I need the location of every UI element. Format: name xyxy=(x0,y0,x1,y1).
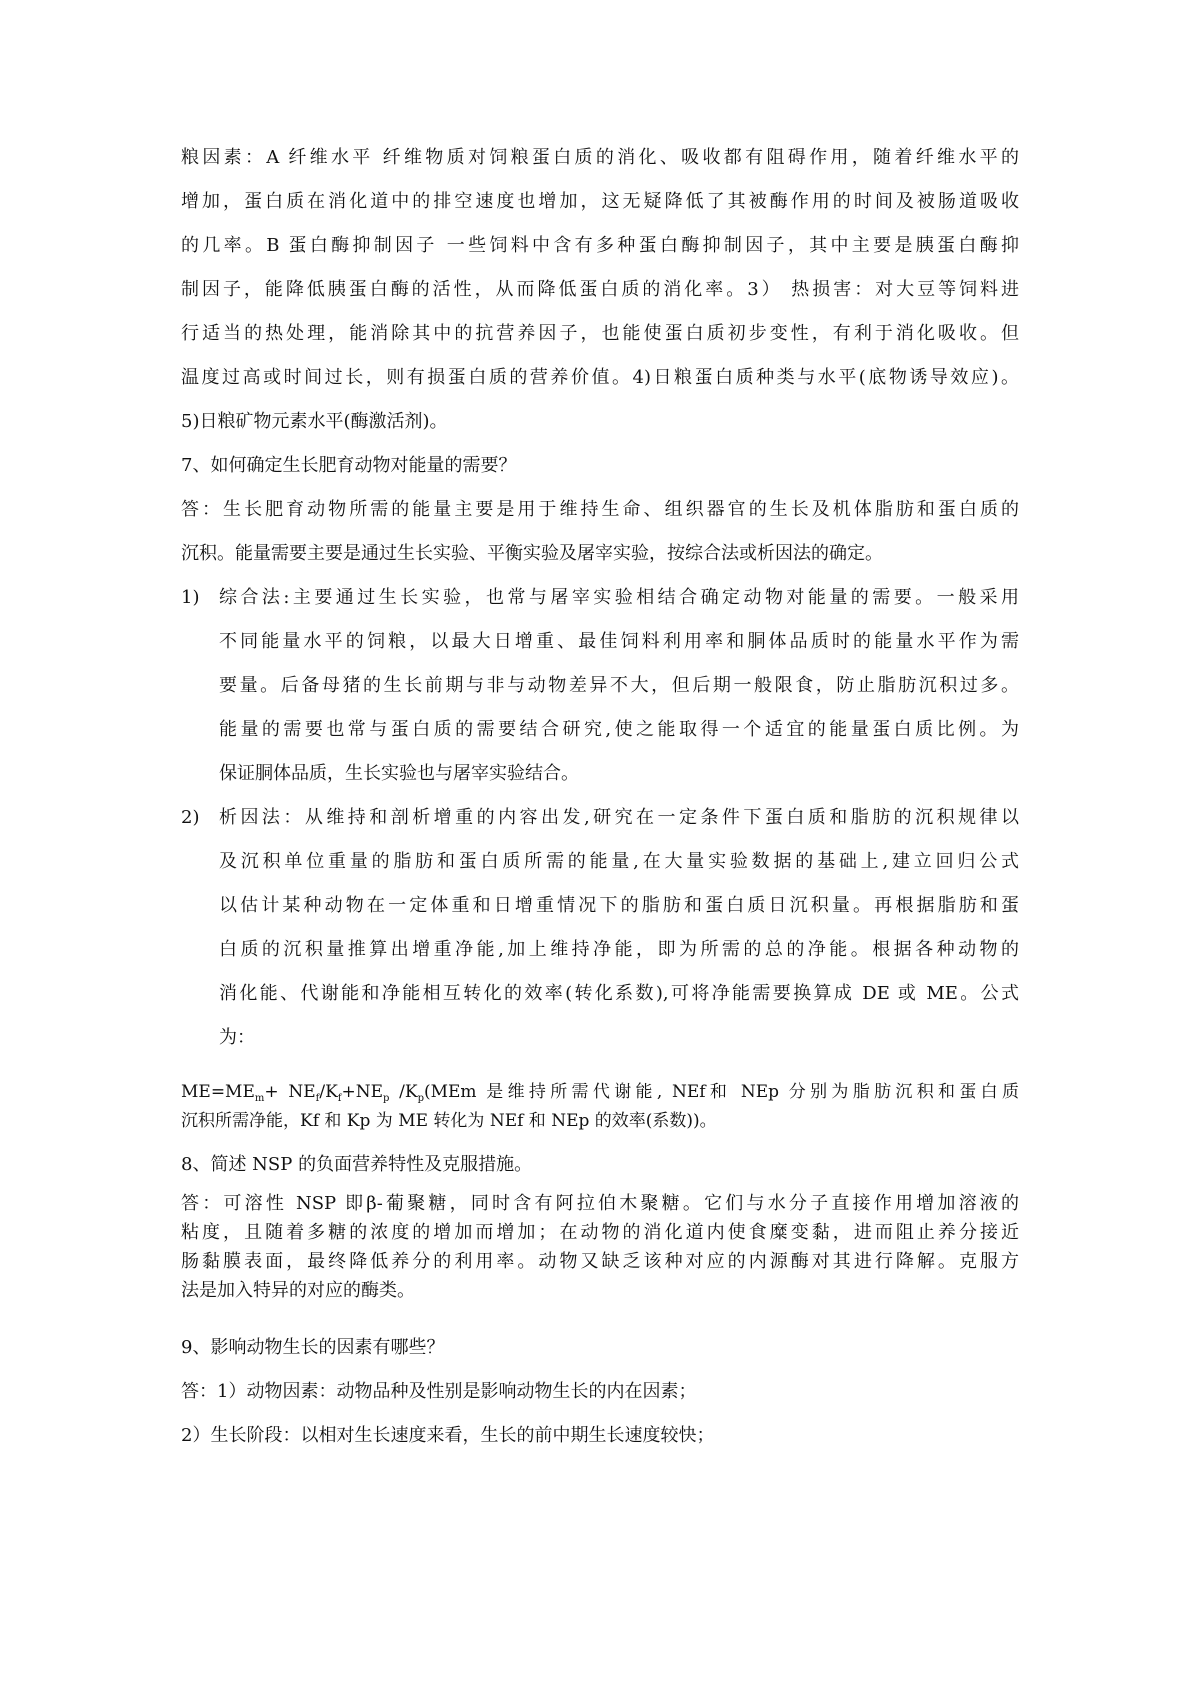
text-line: 粮因素：A 纤维水平 纤维物质对饲粮蛋白质的消化、吸收都有阻碍作用，随着纤维水平的 xyxy=(181,147,1019,168)
text-line: 综合法:主要通过生长实验，也常与屠宰实验相结合确定动物对能量的需要。一般采用 xyxy=(219,587,1019,608)
answer-line: 答：1）动物因素：动物品种及性别是影响动物生长的内在因素； xyxy=(181,1381,697,1402)
answer-line: 答：可溶性 NSP 即β-葡聚糖，同时含有阿拉伯木聚糖。它们与水分子直接作用增加溶液的 xyxy=(181,1193,1019,1214)
formula-explanation-line: 沉积所需净能，Kf 和 Kp 为 ME 转化为 NEf 和 NEp 的效率(系数))。 xyxy=(181,1111,717,1131)
answer-line: 答：生长肥育动物所需的能量主要是用于维持生命、组织器官的生长及机体脂肪和蛋白质的 xyxy=(181,499,1019,520)
answer-line: 法是加入特异的对应的酶类。 xyxy=(181,1280,415,1301)
answer-line: 2）生长阶段：以相对生长速度来看，生长的前中期生长速度较快； xyxy=(181,1425,715,1446)
text-line: 的几率。B 蛋白酶抑制因子 一些饲料中含有多种蛋白酶抑制因子，其中主要是胰蛋白酶抑 xyxy=(181,235,1019,256)
question-8 xyxy=(181,1143,1019,1187)
question-heading: 9、影响动物生长的因素有哪些？ xyxy=(181,1337,445,1358)
text-line: 为： xyxy=(219,1027,255,1048)
text-line: 温度过高或时间过长，则有损蛋白质的营养价值。4)日粮蛋白质种类与水平(底物诱导效应)。 xyxy=(181,367,1019,388)
answer-line: 肠黏膜表面，最终降低养分的利用率。动物又缺乏该种对应的内源酶对其进行降解。克服方 xyxy=(181,1251,1019,1272)
answer-line: 粘度，且随着多糖的浓度的增加而增加；在动物的消化道内使食糜变黏，进而阻止养分接近 xyxy=(181,1222,1019,1243)
text-line: 增加，蛋白质在消化道中的排空速度也增加，这无疑降低了其被酶作用的时间及被肠道吸收 xyxy=(181,191,1019,212)
text-line: 及沉积单位重量的脂肪和蛋白质所需的能量,在大量实验数据的基础上,建立回归公式 xyxy=(219,851,1019,872)
paragraph-digestion-factors xyxy=(181,136,1019,444)
answer-line: 沉积。能量需要主要是通过生长实验、平衡实验及屠宰实验，按综合法或析因法的确定。 xyxy=(181,543,883,564)
list-number: 1) xyxy=(181,587,200,608)
text-line: 白质的沉积量推算出增重净能,加上维持净能，即为所需的总的净能。根据各种动物的 xyxy=(219,939,1019,960)
energy-formula xyxy=(181,1078,1019,1136)
question-heading: 8、简述 NSP 的负面营养特性及克服措施。 xyxy=(181,1154,533,1175)
text-line: 制因子，能降低胰蛋白酶的活性，从而降低蛋白质的消化率。3） 热损害：对大豆等饲料进 xyxy=(181,279,1019,300)
question-9 xyxy=(181,1326,1019,1458)
list-item-factorial-method xyxy=(181,796,1019,1060)
text-line: 不同能量水平的饲粮，以最大日增重、最佳饲料利用率和胴体品质时的能量水平作为需 xyxy=(219,631,1019,652)
text-line: 析因法：从维持和剖析增重的内容出发,研究在一定条件下蛋白质和脂肪的沉积规律以 xyxy=(219,807,1019,828)
question-heading: 7、如何确定生长肥育动物对能量的需要？ xyxy=(181,455,517,476)
text-line: 行适当的热处理，能消除其中的抗营养因子，也能使蛋白质初步变性，有利于消化吸收。但 xyxy=(181,323,1019,344)
text-line: 消化能、代谢能和净能相互转化的效率(转化系数),可将净能需要换算成 DE 或 ME。公式 xyxy=(219,983,1019,1004)
list-item-comprehensive-method xyxy=(181,576,1019,796)
text-line: 5)日粮矿物元素水平(酶激活剂)。 xyxy=(181,411,448,432)
text-line: 要量。后备母猪的生长前期与非与动物差异不大，但后期一般限食，防止脂肪沉积过多。 xyxy=(219,675,1019,696)
text-line: 能量的需要也常与蛋白质的需要结合研究,使之能取得一个适宜的能量蛋白质比例。为 xyxy=(219,719,1019,740)
formula-line: $ME=ME_m+ NE_f/K_f+NE_p$ $/K_p(MEm$ 是维持所需代谢能, NEf和 NEp 分别为脂肪沉积和蛋白质 xyxy=(181,1082,1019,1104)
text-line: 保证胴体品质，生长实验也与屠宰实验结合。 xyxy=(219,763,579,784)
answer-8 xyxy=(181,1189,1019,1305)
list-number: 2) xyxy=(181,807,200,828)
question-7 xyxy=(181,444,1019,1060)
text-line: 以估计某种动物在一定体重和日增重情况下的脂肪和蛋白质日沉积量。再根据脂肪和蛋 xyxy=(219,895,1019,916)
